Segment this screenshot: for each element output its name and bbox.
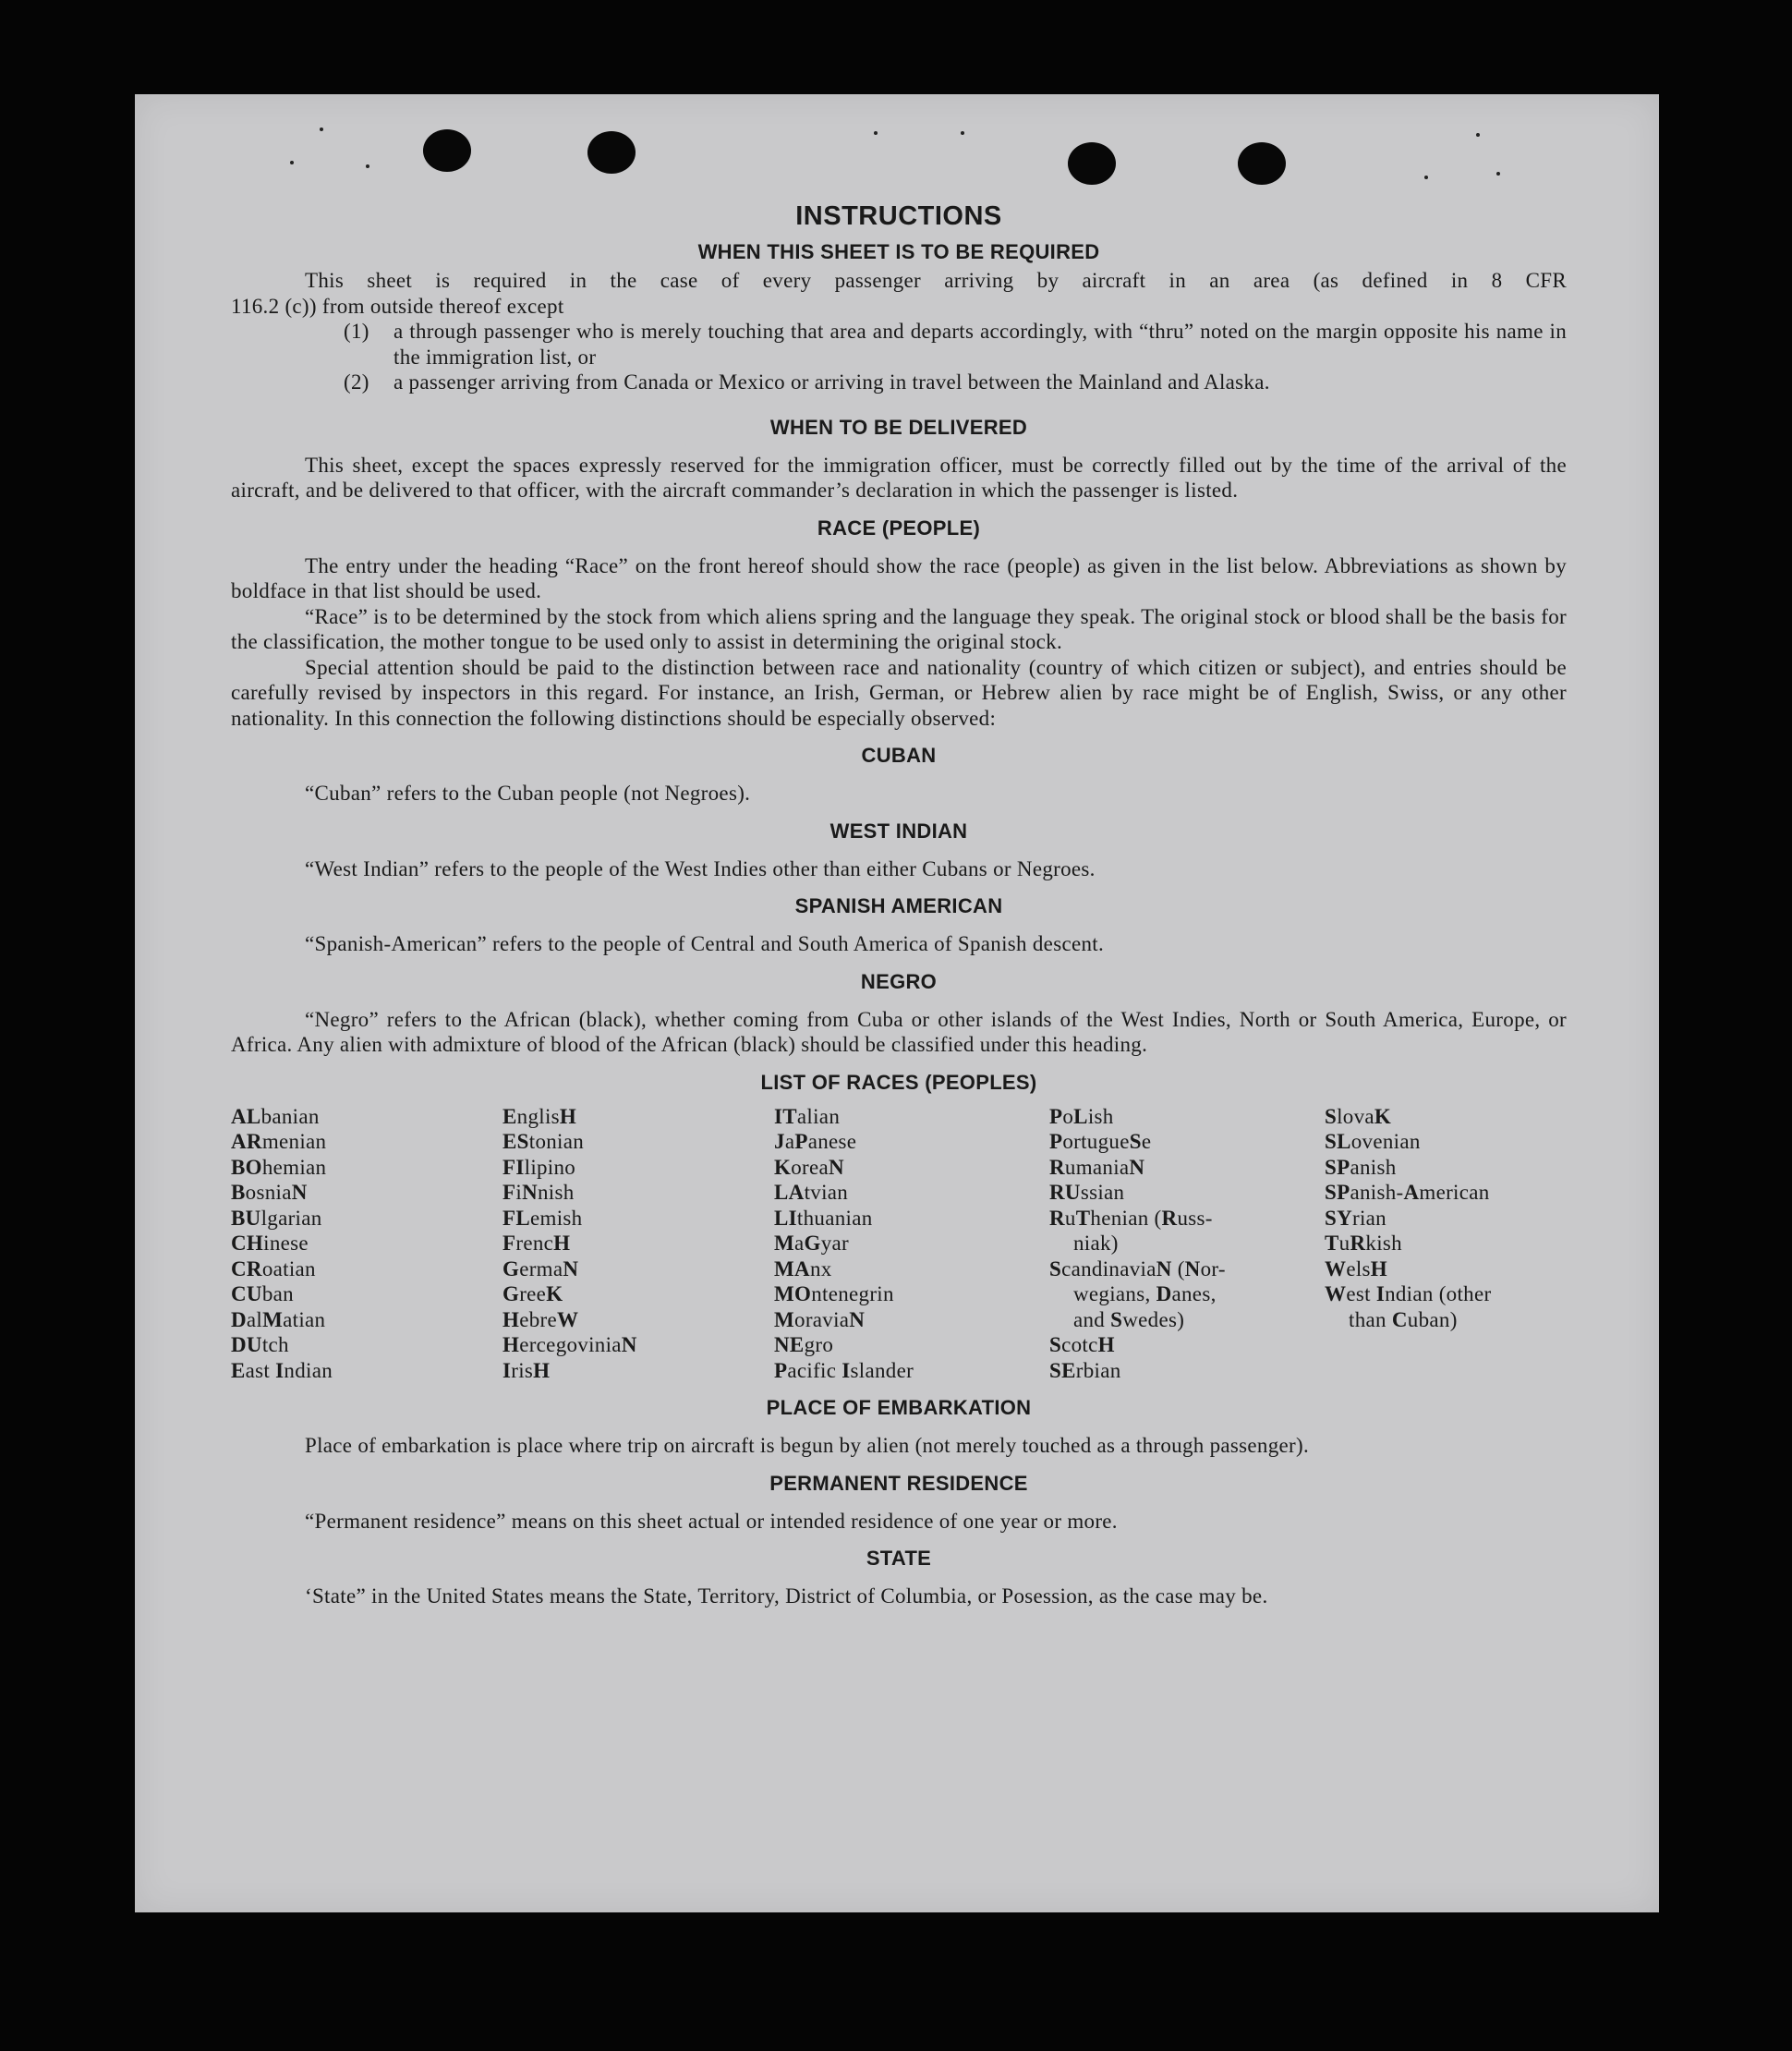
section-heading-residence: PERMANENT RESIDENCE	[769, 1471, 1028, 1495]
cuban-text: “Cuban” refers to the Cuban people (not Negroes).	[305, 782, 751, 805]
section-heading-list: LIST OF RACES (PEOPLES)	[760, 1070, 1037, 1094]
punch-hole	[423, 129, 471, 172]
section-heading-west-indian: WEST INDIAN	[829, 819, 968, 843]
race-entry: JaPanese	[774, 1130, 857, 1153]
race-entry: HebreW	[502, 1307, 579, 1331]
race-entry: niak)	[1073, 1232, 1119, 1255]
race-entry: MaGyar	[774, 1232, 850, 1255]
race-entry: FLemish	[502, 1206, 583, 1230]
exception-item	[344, 319, 1567, 370]
required-text	[231, 268, 1567, 319]
race-entry: IrisH	[502, 1358, 551, 1382]
race-entry: EnglisH	[502, 1104, 577, 1128]
race-entry: RuThenian (Russ-	[1049, 1206, 1213, 1230]
race-entry: MOntenegrin	[774, 1282, 894, 1305]
item-number: (1)	[344, 320, 369, 343]
required-intro-b: 116.2 (c)) from outside thereof except	[231, 294, 564, 318]
section-heading-delivered: WHEN TO BE DELIVERED	[769, 415, 1028, 439]
race-entry: than Cuban)	[1349, 1307, 1458, 1331]
race-entry: BOhemian	[231, 1155, 327, 1179]
race-entry: MAnx	[774, 1256, 832, 1280]
race-entry: LIthuanian	[774, 1206, 873, 1230]
speck	[961, 131, 964, 135]
race-entry: West Indian (other	[1325, 1282, 1492, 1305]
race-entry: ALbanian	[231, 1104, 320, 1128]
race-entry: KoreaN	[774, 1155, 844, 1179]
race-entry: CRoatian	[231, 1256, 316, 1280]
item-text: a passenger arriving from Canada or Mexico or arriving in travel between the Mainland and Alaska.	[394, 370, 1270, 394]
race-list	[231, 1104, 1567, 1384]
speck	[874, 131, 878, 135]
race-entry: ARmenian	[231, 1130, 327, 1153]
race-entry: BUlgarian	[231, 1206, 322, 1230]
race-entry: EStonian	[502, 1130, 585, 1153]
race-entry: CHinese	[231, 1232, 309, 1255]
race-column	[774, 1104, 1049, 1384]
race-entry: PoLish	[1049, 1104, 1114, 1128]
item-number: (2)	[344, 370, 369, 394]
punch-hole	[587, 131, 636, 174]
speck	[290, 161, 294, 164]
punch-hole	[1238, 142, 1286, 185]
race-entry: TuRkish	[1325, 1232, 1402, 1255]
race-entry: DUtch	[231, 1333, 289, 1356]
race-column	[1325, 1104, 1567, 1384]
race-entry: ScandinaviaN (Nor-	[1049, 1256, 1226, 1280]
speck	[1496, 172, 1500, 176]
punch-hole	[1068, 142, 1116, 185]
negro-text: “Negro” refers to the African (black), whether coming from Cuba or other islands of the West Indies, North or South America, Europe, or Africa. Any alien with admixture of blood of the African (black) should be classified under this heading.	[231, 1007, 1567, 1056]
section-heading-embarkation: PLACE OF EMBARKATION	[766, 1396, 1032, 1419]
race-entry: FIlipino	[502, 1155, 576, 1179]
section-heading-race: RACE (PEOPLE)	[817, 516, 981, 540]
race-entry: FrencH	[502, 1232, 571, 1255]
race-entry: BosniaN	[231, 1181, 308, 1204]
race-paragraph: The entry under the heading “Race” on the front hereof should show the race (people) as given in the list below. Abbreviations as shown by boldface in that list should be used.	[231, 553, 1567, 602]
required-intro-a: This sheet is required in the case of every passenger arriving by aircraft in an area (as defined in 8 CFR	[305, 269, 1567, 292]
race-entry: WelsH	[1325, 1256, 1387, 1280]
exception-item	[344, 370, 1567, 395]
race-entry: GermaN	[502, 1256, 579, 1280]
section-heading-state: STATE	[866, 1547, 932, 1570]
race-entry: MoraviaN	[774, 1307, 866, 1331]
state-text: ‘State” in the United States means the State, Territory, District of Columbia, or Posession, as the case may be.	[305, 1584, 1268, 1608]
section-heading-required: WHEN THIS SHEET IS TO BE REQUIRED	[697, 240, 1100, 263]
instructions-content	[231, 196, 1567, 1609]
race-entry: DalMatian	[231, 1307, 326, 1331]
race-entry: RUssian	[1049, 1181, 1125, 1204]
race-entry: LAtvian	[774, 1181, 849, 1204]
race-entry: ScotcH	[1049, 1333, 1115, 1356]
race-entry: and Swedes)	[1073, 1307, 1185, 1331]
race-entry: East Indian	[231, 1358, 333, 1382]
race-entry: SlovaK	[1325, 1104, 1392, 1128]
document-sheet	[135, 94, 1659, 1912]
exception-list	[344, 319, 1567, 395]
delivered-text: This sheet, except the spaces expressly reserved for the immigration officer, must be correctly filled out by the time of the arrival of the aircraft, and be delivered to that officer, with the aircraft commander’s declaration in which the passenger is listed.	[231, 453, 1567, 502]
speck	[1424, 176, 1428, 179]
race-entry: FiNnish	[502, 1181, 575, 1204]
race-entry: wegians, Danes,	[1073, 1282, 1217, 1305]
race-paragraph: Special attention should be paid to the distinction between race and nationality (country of which citizen or subject), and entries should be carefully revised by inspectors in this regard. For instance, an Irish, German, or Hebrew alien by race might be of English, Swiss, or any other nationality. In this connection the following distinctions should be especially observed:	[231, 655, 1567, 730]
race-entry: Pacific Islander	[774, 1358, 914, 1382]
race-entry: SPanish-American	[1325, 1181, 1490, 1204]
race-paragraph: “Race” is to be determined by the stock from which aliens spring and the language they speak. The original stock or blood shall be the basis for the classification, the mother tongue to be used only to assist in determining the original stock.	[231, 604, 1567, 653]
race-entry: NEgro	[774, 1333, 834, 1356]
section-heading-cuban: CUBAN	[861, 744, 937, 767]
page-title: INSTRUCTIONS	[795, 201, 1002, 231]
embarkation-text: Place of embarkation is place where trip on aircraft is begun by alien (not merely touched as a through passenger).	[305, 1434, 1310, 1457]
item-text: a through passenger who is merely touching that area and departs accordingly, with “thru” noted on the margin opposite his name in the immigration list, or	[394, 320, 1567, 369]
spanish-american-text: “Spanish-American” refers to the people of Central and South America of Spanish descent.	[305, 932, 1105, 955]
race-entry: GreeK	[502, 1282, 563, 1305]
race-column	[502, 1104, 774, 1384]
speck	[320, 127, 323, 131]
section-heading-negro: NEGRO	[860, 969, 938, 993]
race-entry: PortugueSe	[1049, 1130, 1152, 1153]
west-indian-text: “West Indian” refers to the people of the West Indies other than either Cubans or Negroes.	[305, 856, 1096, 880]
race-entry: CUban	[231, 1282, 294, 1305]
residence-text: “Permanent residence” means on this sheet actual or intended residence of one year or more.	[305, 1509, 1118, 1533]
race-entry: SErbian	[1049, 1358, 1121, 1382]
race-entry: ITalian	[774, 1104, 841, 1128]
speck	[366, 164, 369, 168]
speck	[1476, 133, 1480, 137]
race-column	[231, 1104, 502, 1384]
race-entry: SPanish	[1325, 1155, 1397, 1179]
race-entry: SYrian	[1325, 1206, 1386, 1230]
race-entry: RumaniaN	[1049, 1155, 1145, 1179]
race-entry: SLovenian	[1325, 1130, 1421, 1153]
section-heading-spanish-american: SPANISH AMERICAN	[794, 894, 1003, 917]
race-column	[1049, 1104, 1325, 1384]
race-entry: HercegoviniaN	[502, 1333, 637, 1356]
